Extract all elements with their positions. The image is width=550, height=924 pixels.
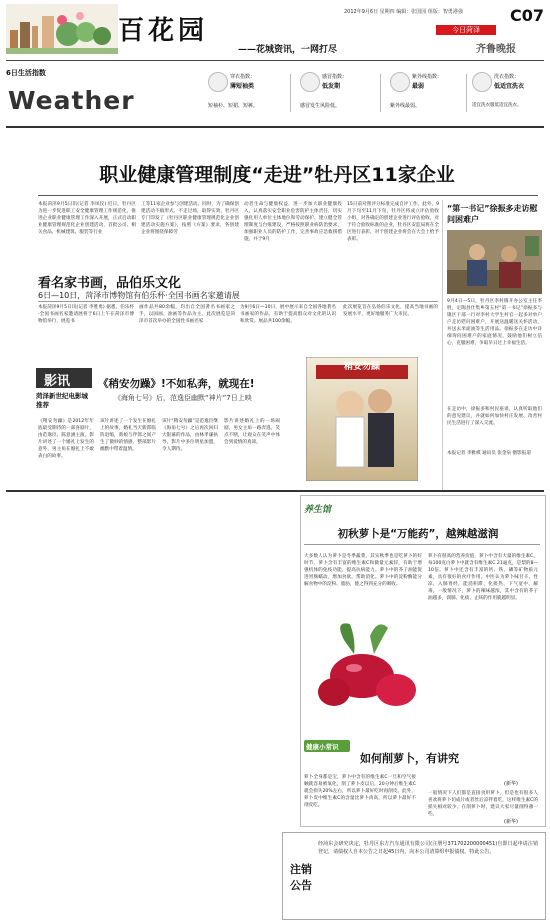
film-col-4: 影片讲述婚礼上的一场闹剧，男女主角一路奔逃，笑点不断，让观众在笑声中体会到爱情的真谛。 bbox=[224, 419, 280, 445]
tip-col-right: 一般情况下人们都是直接食用萝卜，但是也有很多人喜欢将萝卜切成片或者丝后凉拌着吃，这样维生素C的损失相对较少。在削萝卜时，建议大家尽量削得薄一些。 bbox=[428, 791, 538, 817]
health-col-right: 萝卜有很高的营养价值，萝卜中含有大量的维生素C，每100克白萝卜中就含有维生素C 21毫克，是梨的8—10倍。萝卜中还含有丰富的钙、铁、磷等矿物质元素，具有很好的食疗作用。中医认为萝卜味甘辛、性凉，入肺胃经，能消积滞、化痰热、下气宽中、解毒。一般情况下，萝卜的辣味越浓，其中含有的芥子油越多，润肺、化痰、止咳的作用就越明显。 bbox=[428, 554, 538, 601]
film-venue: 菏泽新世纪电影城推荐 bbox=[36, 392, 88, 409]
tip-source: (新华) bbox=[504, 819, 518, 825]
health-section-tag: 养生馆 bbox=[304, 505, 332, 515]
masthead-skyline-photo bbox=[6, 4, 118, 54]
newspaper-logo: 齐鲁晚报 bbox=[476, 44, 516, 55]
masthead bbox=[0, 0, 550, 60]
lead-col-4: 15日前对照评分标准完成自评工作。此外，9月下旬至11月下旬，牡丹区将成立评估验收小组，对各确定的创建企业进行评估验收，对于符合验收标准的企业，牡丹区安监局将在全区进行表彰，对于创建企业将会在大会上给予表彰。 bbox=[347, 202, 439, 242]
weather-item-clothing: 穿衣指数： 薄短袖类 短袖衫、短裙、短裤。 bbox=[208, 74, 259, 109]
weather-label: 6日生活指数 bbox=[6, 69, 46, 77]
section-title: 百花园 bbox=[118, 16, 209, 46]
tip-headline: 如何削萝卜，有讲究 bbox=[360, 752, 459, 765]
health-col-left: 大多数人认为萝卜是冬季蔬菜，其实秋季也是吃萝卜的好时节。萝卜含有丰富的维生素C和微量元素锌，有助于增强机体的免疫功能，提高抗病能力。萝卜中的芥子油能促进胃肠蠕动，增加食欲，帮助消化。萝卜中的淀粉酶能分解食物中的淀粉、脂肪，使之得到充分的吸收。 bbox=[304, 554, 422, 587]
header-rule bbox=[6, 60, 544, 61]
culture-headline: 看名家书画，品伯乐文化 bbox=[38, 276, 182, 291]
lead-headline: 职业健康管理制度“走进”牡丹区11家企业 bbox=[99, 164, 455, 186]
film-poster bbox=[306, 357, 418, 481]
shirt-icon bbox=[208, 72, 228, 92]
tip-tag: 健康小常识 bbox=[306, 743, 339, 751]
tip-col-left: 萝卜全身都是宝，萝卜中含有的维生素C一旦和空气接触就容易被氧化，削了萝卜皮以后，20分钟后维生素C就会损失20%左右，所以萝卜最好吃时再削皮。此外，萝卜皮中维生素C的含量比萝卜肉高，所以萝卜最好不削皮吃。 bbox=[304, 775, 416, 808]
pill-icon bbox=[300, 72, 320, 92]
culture-col-1: 本报菏泽9月5日讯(记者 李胜勇) 据悉，伯乐杯·全国书画名家邀请展将于6日上午在菏泽市博物馆举行，展览书 bbox=[38, 305, 134, 324]
film-col-1: 《稍安勿躁》是2012年年底最受期待的一部喜剧片，由范逸臣、陈意涵主演，影片讲述了一个婚礼上发生的意外，男主角在婚礼上不敢表白的故事。 bbox=[38, 419, 94, 459]
film-col-3: 该片“稍安勿躁”是范逸臣继《海角七号》之后再次回归大银幕的作品，由林孝谦执导，影片中多位明星加盟，令人期待。 bbox=[162, 419, 218, 452]
weather-item-uv: 紫外线指数： 最弱 紫外线最弱。 bbox=[390, 74, 443, 109]
film-headline: 《稍安勿躁》!不如私奔，就现在! bbox=[98, 378, 255, 390]
side-photo bbox=[447, 230, 542, 294]
washer-icon bbox=[472, 72, 492, 92]
section-slogan: ——花城资讯，一网打尽 bbox=[238, 45, 338, 55]
health-headline: 初秋萝卜是“万能药”，越辣越滋润 bbox=[337, 528, 499, 540]
side-byline: 本报记者 李雅棋 通讯员 张金泉 摄影报道 bbox=[447, 451, 531, 456]
weather-item-cold: 感冒指数： 低发期 感冒发生风险低。 bbox=[300, 74, 348, 109]
side-body-2: 在走访中，徐振多和村民座谈，认真听取他们的意见建议，并就如何加快村庄发展、改善村民生活进行了深入交流。 bbox=[447, 407, 542, 426]
culture-col-3: 为9月6日—10日，展中展示来自全国各地著名书画家的作品，有助于提高群众对文化的认识和欣赏。展品共100余幅。 bbox=[240, 305, 336, 324]
film-poster-title: 稍安勿躁 bbox=[343, 362, 380, 372]
lead-col-1: 本报菏泽9月5日讯(记者 李凤仪) 近日，牡丹区为进一步促进职工安全健康管理工作规范化，推进企业职业健康管理工作深入开展，正式启动职业健康管理规范化企业创建活动，首批公司、相关食品、机械建筑、服装等行业 bbox=[38, 202, 136, 235]
sun-icon bbox=[390, 72, 410, 92]
side-body: 9月4日—5日，牡丹区李村镇开办公室主任李胜，定陶县仕集乡第五村“第一书记”徐振多与镇区干部一行对李村大学生村官一起多对单户户走访慰问困难户，开展送温暖送关怀活动，并送去米面油等生活用品。徐振多在走访中详细询问困难户的家庭情况，鼓励他们树立信心，克服困难，争取早日过上幸福生活。 bbox=[447, 299, 542, 346]
film-subhead: 《海角七号》后，范逸臣幽默“神片”7日上映 bbox=[114, 394, 252, 402]
notice-text: 经菏东会研究决定，牡丹区东方汽车通讯有限公司(注册号371702200000451)自即日起申请注销登记，请债权人自本公告之日起45日内，向本公司清算组申报债权。特此公告。 bbox=[318, 841, 538, 855]
film-tag: 影讯 bbox=[44, 374, 71, 389]
culture-subhead: 6日—10日，菏泽市博物馆有伯乐杯·全国书画名家邀请展 bbox=[38, 291, 240, 300]
culture-col-4: 此次展览旨在弘扬伯乐文化，提高当地书画的发展水平，更好地服务广大市民。 bbox=[343, 305, 438, 317]
notice-title: 注销公告 bbox=[290, 863, 312, 892]
film-col-2: 该片讲述了一个发生在婚礼上的故事，婚礼当天新郎临阵退缩，新娘与伴郎之间产生了微妙的情感，整部影片幽默中带着温情。 bbox=[100, 419, 156, 452]
radish-illustration bbox=[304, 620, 424, 724]
lead-col-2: 工等11家企业参与创建活动。同时，为了确保创建活动不搞形式、不走过场，取得实效，牡丹区专门印发了《牡丹区职业健康管理规范化企业创建活动实施方案》，按照《方案》要求，各创建企业将围绕保障劳 bbox=[141, 202, 239, 235]
edition-badge: 今日菏泽 bbox=[436, 25, 496, 35]
lead-col-3: 动者生命与健康权益，进一步加大职业健康投入，认真落实安全职业危害防护主体责任，切实强化用人单位主体地位和劳动保护、建立健全管理制度与台账建设，严格按照职业病防治要求，加强职业人员的防护工作，完善事故应急救援措施，并于9月 bbox=[244, 202, 342, 242]
page-code: C07 bbox=[510, 6, 545, 25]
health-source: (新华) bbox=[504, 781, 518, 787]
date-line: 2012年9月6日 星期四 编辑：张国园 组版：智勇港强 bbox=[344, 9, 463, 15]
weather-item-laundry: 洗衣指数： 低适宜洗衣 适宜洗衣服低适宜洗衣。 bbox=[472, 74, 525, 108]
culture-col-2: 画作品共80余幅，均出自全国著名书画家之手，以国画、油画等作品为主。此次展览是菏泽市首次举办的全国性书画名家 bbox=[139, 305, 235, 324]
side-headline: “第一书记”徐振多走访慰问困难户 bbox=[447, 204, 538, 224]
weather-word: Weather bbox=[8, 86, 135, 115]
